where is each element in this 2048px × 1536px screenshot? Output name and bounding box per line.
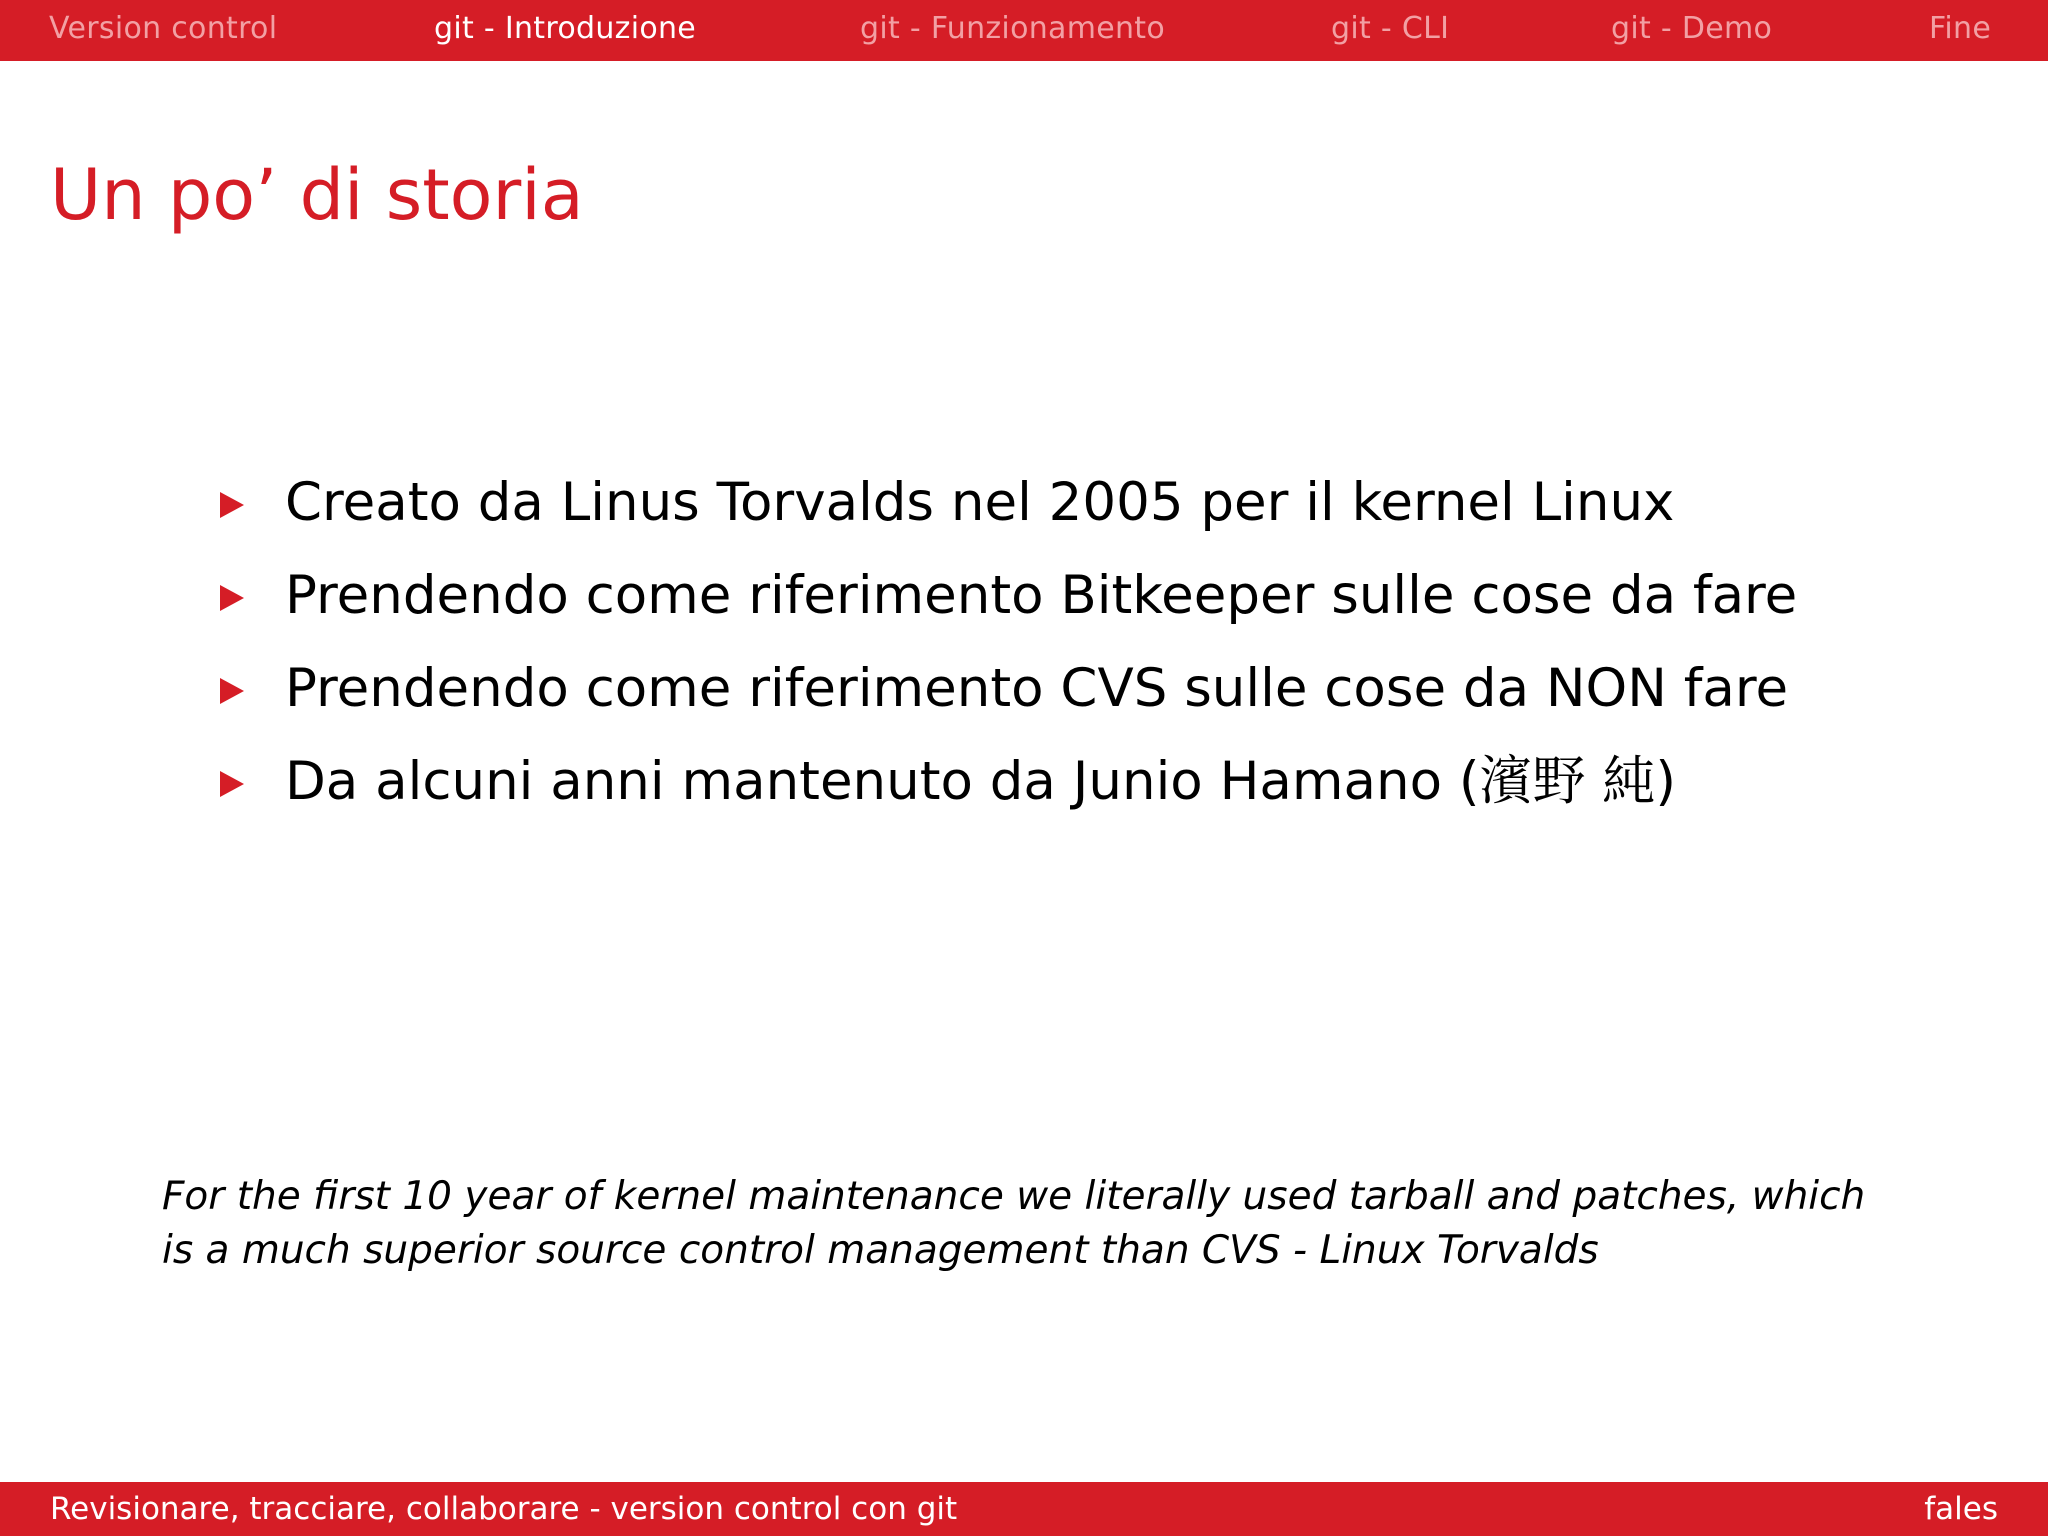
triangle-bullet-icon <box>220 492 244 518</box>
footer-author: fales <box>1924 1491 1998 1527</box>
nav-section-git-introduzione[interactable]: git - Introduzione <box>434 11 697 46</box>
nav-section-fine[interactable]: Fine <box>1929 11 1992 46</box>
nav-section-git-funzionamento[interactable]: git - Funzionamento <box>860 11 1166 46</box>
torvalds-quote: For the first 10 year of kernel maintenance we literally used tarball and patches, which is a much superior source control management than CVS - Linux Torvalds <box>162 1174 1866 1273</box>
triangle-bullet-icon <box>220 585 244 611</box>
bullet-text: Prendendo come riferimento CVS sulle cose da NON fare <box>285 658 1789 719</box>
footer-presentation-title: Revisionare, tracciare, collaborare - version control con git <box>50 1491 958 1527</box>
triangle-bullet-icon <box>220 678 244 704</box>
section-navigation-bar <box>0 0 2048 61</box>
bullet-text: Prendendo come riferimento Bitkeeper sulle cose da fare <box>285 565 1798 626</box>
nav-section-git-cli[interactable]: git - CLI <box>1331 11 1450 46</box>
footer-bar <box>0 1482 2048 1536</box>
nav-section-version-control[interactable]: Version control <box>49 11 278 46</box>
triangle-bullet-icon <box>220 771 244 797</box>
slide-title: Un po’ di storia <box>50 154 584 236</box>
nav-section-git-demo[interactable]: git - Demo <box>1611 11 1773 46</box>
bullet-text: Creato da Linus Torvalds nel 2005 per il kernel Linux <box>285 472 1675 533</box>
bullet-text: Da alcuni anni mantenuto da Junio Hamano (濱野 純) <box>285 751 1677 812</box>
